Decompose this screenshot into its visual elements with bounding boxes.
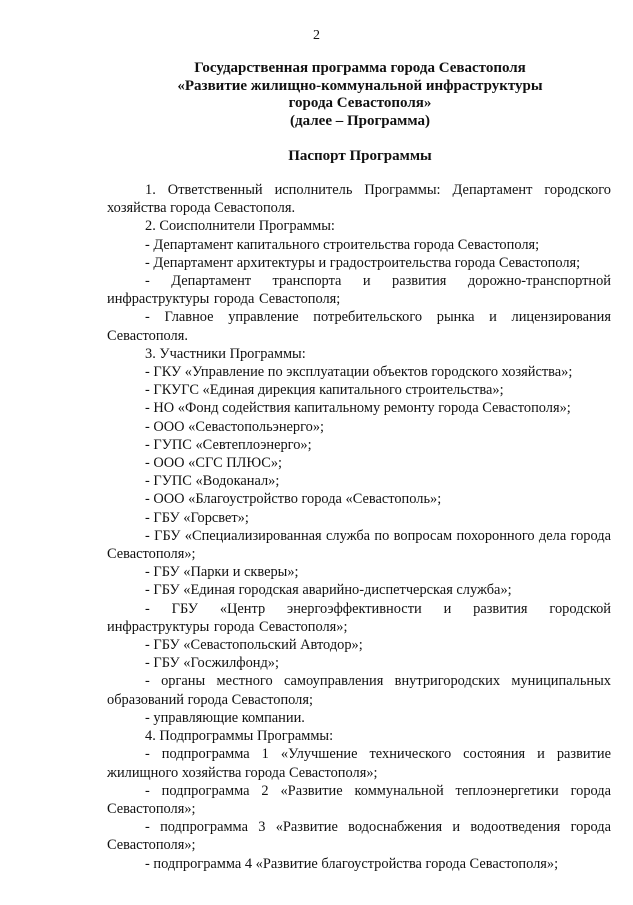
paragraph-coexecutors-heading: 2. Соисполнители Программы: bbox=[145, 218, 335, 235]
list-item: - управляющие компании. bbox=[145, 709, 305, 726]
list-item: - ГКУ «Управление по эксплуатации объектов городского хозяйства»; bbox=[145, 364, 573, 381]
list-item: - НО «Фонд содействия капитальному ремонту города Севастополя»; bbox=[145, 400, 571, 417]
title-line: «Развитие жилищно-коммунальной инфраструктуры bbox=[177, 77, 543, 94]
list-item: - органы местного самоуправления внутригородских муниципальных образований города Севастополя; bbox=[107, 673, 611, 708]
paragraph-participants-heading: 3. Участники Программы: bbox=[145, 345, 306, 362]
list-item: - ГБУ «Севастопольский Автодор»; bbox=[145, 637, 363, 654]
paragraph-subprograms-heading: 4. Подпрограммы Программы: bbox=[145, 728, 334, 745]
list-item: - Департамент капитального строительства города Севастополя; bbox=[145, 236, 540, 253]
list-item: - Главное управление потребительского рынка и лицензирования Севастополя. bbox=[107, 309, 611, 344]
list-item: - ГКУГС «Единая дирекция капитального строительства»; bbox=[145, 382, 504, 399]
list-item: - Департамент архитектуры и градостроительства города Севастополя; bbox=[145, 254, 581, 271]
list-item: - подпрограмма 2 «Развитие коммунальной теплоэнергетики города Севастополя»; bbox=[107, 782, 611, 817]
paragraph-responsible-executor: 1. Ответственный исполнитель Программы: Департамент городского хозяйства города Севастополя. bbox=[107, 182, 611, 217]
list-item: - ГБУ «Парки и скверы»; bbox=[145, 564, 299, 581]
list-item: - ООО «Благоустройство города «Севастополь»; bbox=[145, 491, 442, 508]
title-line: (далее – Программа) bbox=[290, 112, 430, 129]
list-item: - Департамент транспорта и развития дорожно-транспортной инфраструктуры города Севастополя; bbox=[107, 273, 611, 308]
title-line: Государственная программа города Севастополя bbox=[194, 60, 526, 76]
list-item: - ГУПС «Водоканал»; bbox=[145, 473, 280, 490]
list-item: - подпрограмма 3 «Развитие водоснабжения и водоотведения города Севастополя»; bbox=[107, 819, 611, 854]
list-item: - ООО «СГС ПЛЮС»; bbox=[145, 455, 283, 472]
list-item: - ГБУ «Специализированная служба по вопросам похоронного дела города Севастополя»; bbox=[107, 527, 611, 563]
list-item: - подпрограмма 4 «Развитие благоустройства города Севастополя»; bbox=[145, 855, 559, 872]
document-title bbox=[90, 60, 630, 130]
page-number: 2 bbox=[313, 28, 320, 43]
list-item: - ГБУ «Горсвет»; bbox=[145, 509, 249, 526]
list-item: - ГБУ «Единая городская аварийно-диспетчерская служба»; bbox=[145, 582, 512, 599]
title-line: города Севастополя» bbox=[288, 95, 432, 111]
list-item: - ООО «Севастопольэнерго»; bbox=[145, 418, 325, 435]
list-item: - ГБУ «Госжилфонд»; bbox=[145, 655, 280, 672]
list-item: - ГУПС «Севтеплоэнерго»; bbox=[145, 436, 312, 453]
passport-heading: Паспорт Программы bbox=[288, 148, 432, 164]
list-item: - ГБУ «Центр энергоэффективности и развития городской инфраструктуры города Севастополя»; bbox=[107, 600, 611, 635]
list-item: - подпрограмма 1 «Улучшение технического состояния и развитие жилищного хозяйства города Севастополя»; bbox=[107, 746, 611, 781]
document-body bbox=[107, 181, 611, 873]
